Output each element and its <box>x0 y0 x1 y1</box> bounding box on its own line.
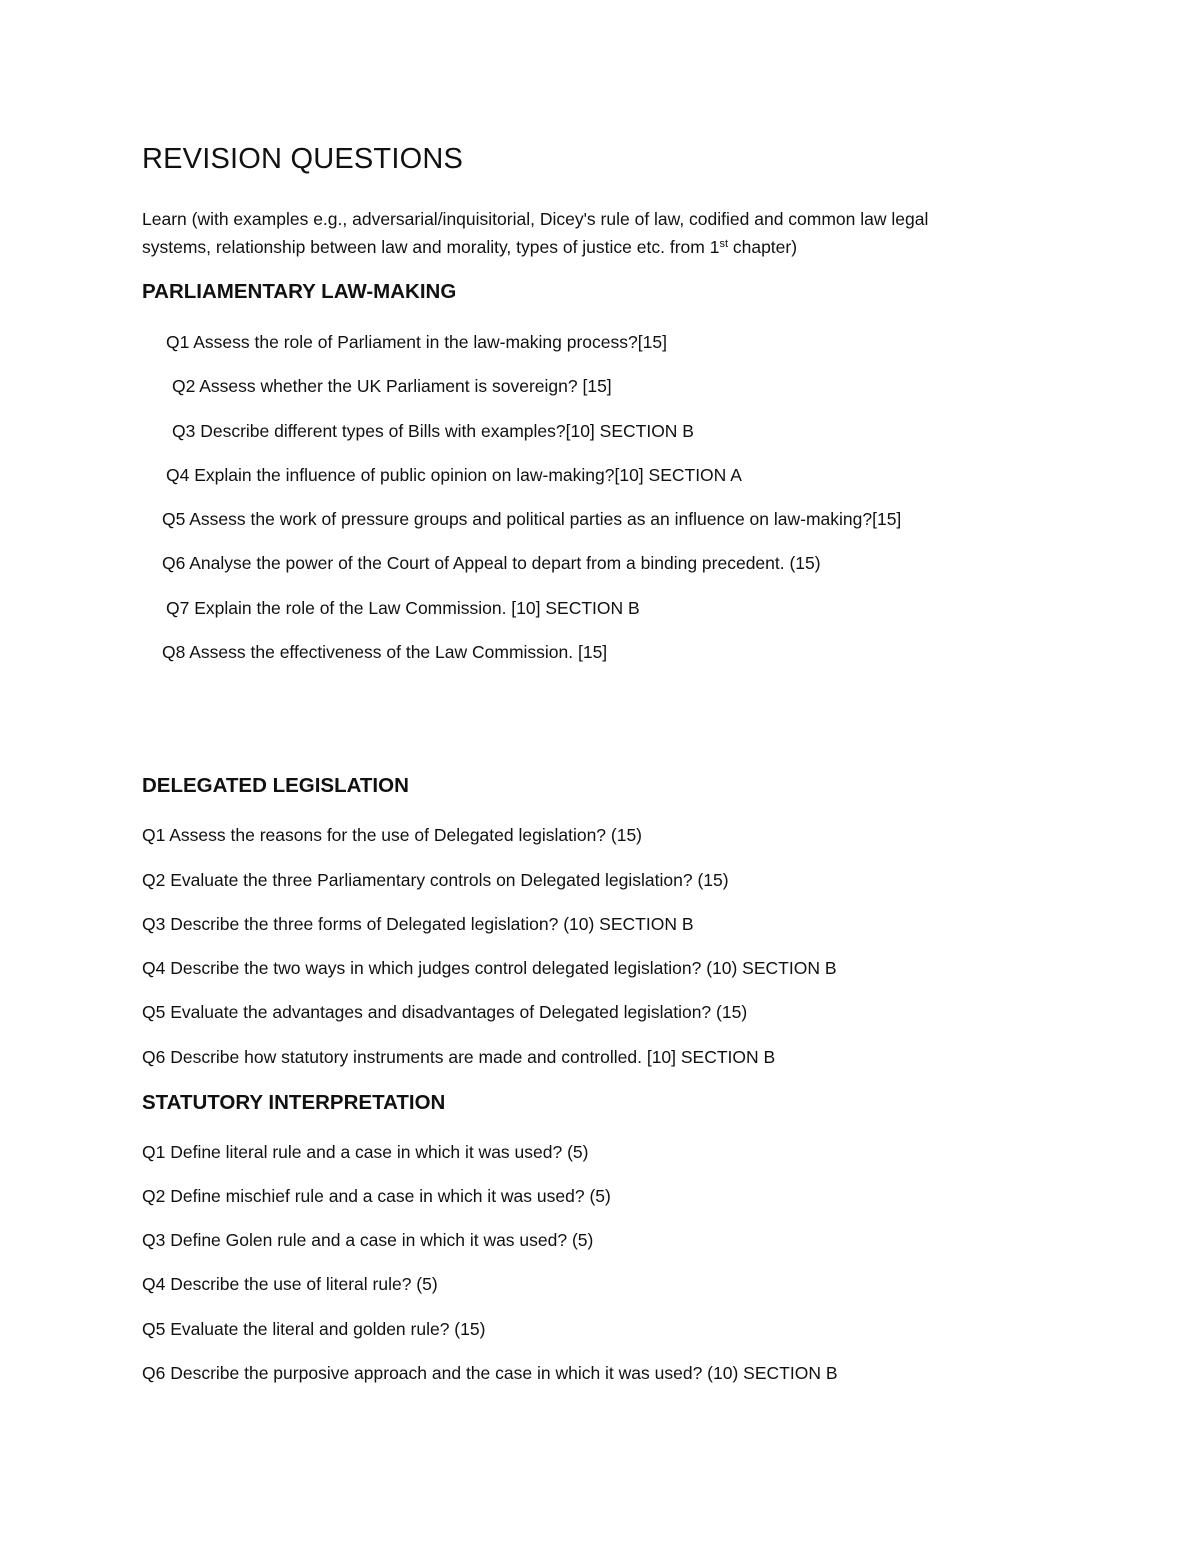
delegated-question: Q5 Evaluate the advantages and disadvantages of Delegated legislation? (15) <box>142 1002 748 1022</box>
delegated-question: Q1 Assess the reasons for the use of Delegated legislation? (15) <box>142 825 643 845</box>
parliamentary-question: Q6 Analyse the power of the Court of Appeal to depart from a binding precedent. (15) <box>162 553 821 573</box>
statutory-question: Q1 Define literal rule and a case in which it was used? (5) <box>142 1142 589 1162</box>
statutory-question: Q3 Define Golen rule and a case in which it was used? (5) <box>142 1230 594 1250</box>
delegated-question: Q4 Describe the two ways in which judges control delegated legislation? (10) SECTION B <box>142 958 837 978</box>
intro-line-2: systems, relationship between law and morality, types of justice etc. from 1 <box>142 237 720 257</box>
parliamentary-question: Q4 Explain the influence of public opinion on law-making?[10] SECTION A <box>166 465 742 485</box>
section-heading-statutory: STATUTORY INTERPRETATION <box>142 1091 446 1114</box>
parliamentary-question: Q3 Describe different types of Bills with examples?[10] SECTION B <box>172 421 694 441</box>
parliamentary-question: Q7 Explain the role of the Law Commission. [10] SECTION B <box>166 598 640 618</box>
intro-superscript: st <box>719 238 728 250</box>
delegated-question: Q6 Describe how statutory instruments are made and controlled. [10] SECTION B <box>142 1047 776 1067</box>
statutory-question: Q4 Describe the use of literal rule? (5) <box>142 1274 438 1294</box>
section-heading-delegated: DELEGATED LEGISLATION <box>142 774 409 797</box>
page-title: REVISION QUESTIONS <box>142 143 464 175</box>
parliamentary-question: Q2 Assess whether the UK Parliament is sovereign? [15] <box>172 376 612 396</box>
delegated-question: Q3 Describe the three forms of Delegated legislation? (10) SECTION B <box>142 914 694 934</box>
section-heading-parliamentary: PARLIAMENTARY LAW-MAKING <box>142 280 457 303</box>
intro-paragraph <box>142 205 1062 261</box>
intro-line-1: Learn (with examples e.g., adversarial/inquisitorial, Dicey's rule of law, codified and common law legal <box>142 209 929 229</box>
statutory-question: Q6 Describe the purposive approach and the case in which it was used? (10) SECTION B <box>142 1363 838 1383</box>
statutory-question: Q2 Define mischief rule and a case in which it was used? (5) <box>142 1186 611 1206</box>
delegated-question: Q2 Evaluate the three Parliamentary controls on Delegated legislation? (15) <box>142 870 729 890</box>
parliamentary-question: Q8 Assess the effectiveness of the Law Commission. [15] <box>162 642 608 662</box>
intro-line-2-end: chapter) <box>728 237 798 257</box>
parliamentary-question: Q1 Assess the role of Parliament in the law-making process?[15] <box>166 332 667 352</box>
statutory-question: Q5 Evaluate the literal and golden rule? (15) <box>142 1319 486 1339</box>
parliamentary-question: Q5 Assess the work of pressure groups and political parties as an influence on law-making?[15] <box>162 509 902 529</box>
